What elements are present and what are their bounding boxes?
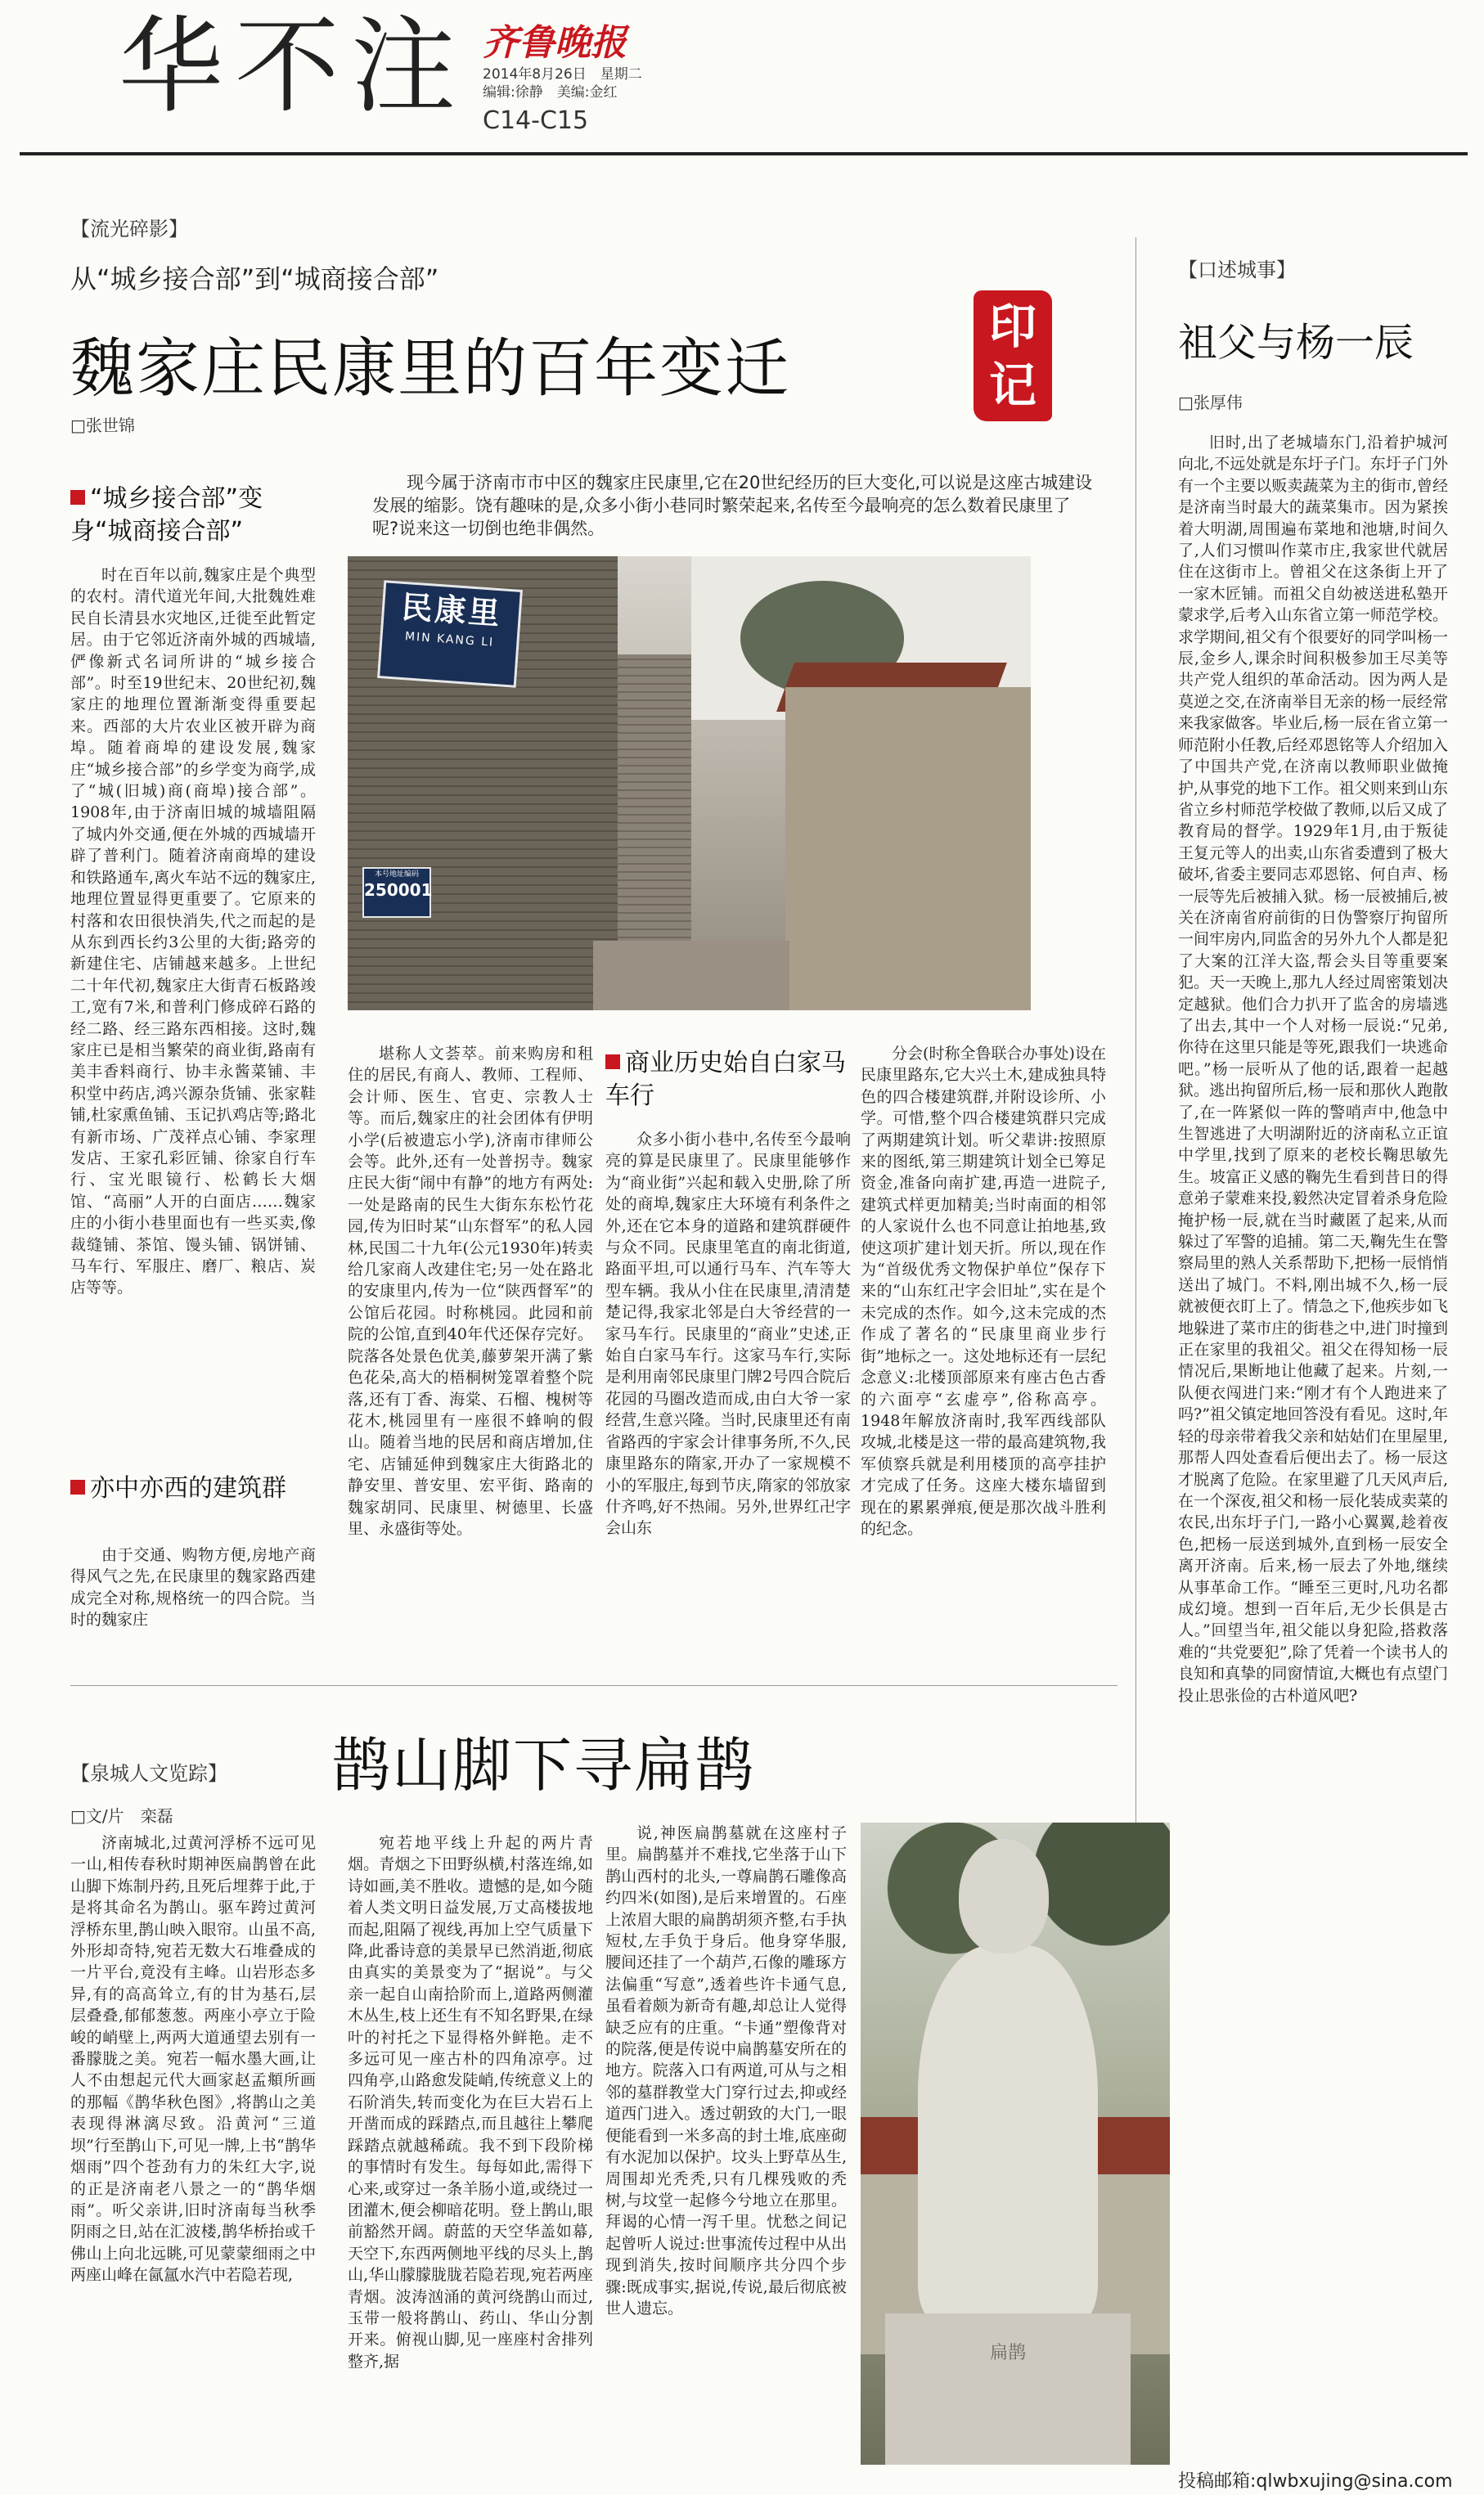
byline: □文/片 栾磊 xyxy=(70,1806,173,1826)
issue-date: 2014年8月26日 星期二 xyxy=(483,66,642,83)
column-tag: 【泉城人文览踪】 xyxy=(70,1762,227,1785)
statue-body xyxy=(918,1945,1098,2322)
section-divider xyxy=(70,1685,1117,1686)
house-number-plate xyxy=(362,867,431,918)
newspaper-logo: 齐鲁晚报 xyxy=(483,22,627,64)
article-body: 旧时,出了老城墙东门,沿着护城河向北,不远处就是东圩子门。东圩子门外有一个主要以贩卖蔬菜为主的街市,曾经是济南当时最大的蔬菜集市。因为紧挨着大明湖,周围遍布菜地和池塘,时间久了,人们习惯叫作菜市庄,我家世代就居住在这街市上。曾祖父在这条街上开了一家木匠铺。而祖父自幼被送进私塾开蒙求学,后考入山东省立第一师范学校。求学期间,祖父有个很要好的同学叫杨一辰,金乡人,课余时间积极参加王尽美等共产党人组织的革命活动。因为两人是莫逆之交,在济南举目无亲的杨一辰经常来我家做客。毕业后,杨一辰在省立第一师范附小任教,后经邓恩铭等人介绍加入了中国共产党,在济南以教师职业做掩护,从事党的地下工作。祖父则来到山东省立乡村师范学校做了教师,以后又成了教育局的督学。1929年1月,由于叛徒王复元等人的出卖,山东省委遭到了极大破坏,省委主要同志邓恩铭、何自声、杨一辰等先后被捕入狱。杨一辰被捕后,被关在济南省府前街的日伪警察厅拘留所一间牢房内,同监舍的另外九个人都是犯了大案的江洋大盗,帮会头目等重要案犯。天一天晚上,那九人经过周密策划决定越狱。他们合力扒开了监舍的房墙逃了出去,其中一个人对杨一辰说:“兄弟,你待在这里只能是等死,跟我们一块逃命吧。”杨一辰听从了他的话,跟着一起越狱。逃出拘留所后,杨一辰和那伙人跑散了,在一阵紧似一阵的警哨声中,他急中生智逃进了大明湖附近的济南私立正谊中学里,找到了原来的老校长鞠思敏先生。坡富正义感的鞠先生看到昔日的得意弟子蒙难来投,毅然决定冒着杀身危险掩护杨一辰,就在当时藏匿了起来,从而躲过了军警的追捕。第二天,鞠先生在警察局里的熟人关系帮助下,把杨一辰悄悄送出了城门。不料,刚出城不久,杨一辰就被便衣盯上了。情急之下,他疾步如飞地躲进了菜市庄的街巷之中,进门时撞到正在家里的我祖父。祖父在得知杨一辰情况后,果断地让他藏了起来。片刻,一队便衣闯进门来:“刚才有个人跑进来了吗?”祖父镇定地回答没有看见。这时,年轻的母亲带着我父亲和姑姑们在里屋里,那帮人四处查看后便出去了。杨一辰这才脱离了危险。在家里避了几天风声后,在一个深夜,祖父和杨一辰化装成卖菜的农民,出东圩子门,一路小心翼翼,趁着夜色,把杨一辰送到城外,直到杨一辰安全离开济南。后来,杨一辰去了外地,继续从事革命工作。“睡至三更时,凡功名都成幻境。想到一百年后,无少长俱是古人。”回望当年,祖父能以身犯险,搭救落难的“共党要犯”,除了凭着一个读书人的良知和真挚的同窗情谊,大概也有点望门投止思张俭的古朴道风吧? xyxy=(1178,434,1448,1705)
article-body: 分会(时称全鲁联合办事处)设在民康里路东,它大兴土木,建成独具特色的四合楼建筑群,并附设诊所、小学。可惜,整个四合楼建筑群只完成了两期建筑计划。听父辈讲:按照原来的图纸,第三期建筑计划全已筹足资金,准备向南扩建,再造一进院子,建筑式样更加精美;当时南面的相邻的人家说什么也不同意让拍地基,致使这项扩建计划天折。所以,现在作为“首级优秀文物保护单位”保存下来的“山东红卍字会旧址”,实在是个未完成的杰作。如今,这未完成的杰作成了著名的“民康里商业步行街”地标之一。这处地标还有一层纪念意义:北楼顶部原来有座古色古香的六面亭“玄虚亭”,俗称高亭。1948年解放济南时,我军西线部队攻城,北楼是这一带的最高建筑物,我军侦察兵就是利用楼顶的高亭挂护才完成了任务。这座大楼东墙留到现在的累累弹痕,便是那次战斗胜利的纪念。 xyxy=(861,1045,1106,1538)
house-plate-label: 本号地址编码 xyxy=(374,870,419,879)
seal-stamp: 印记 xyxy=(974,290,1052,421)
street-sign-pinyin: MIN KANG LI xyxy=(404,630,495,650)
article-body: 由于交通、购物方便,房地产商得风气之先,在民康里的魏家路西建成完全对称,规格统一的四合院。当时的魏家庄 xyxy=(70,1546,316,1630)
masthead-divider xyxy=(20,152,1468,155)
article-body: 堪称人文荟萃。前来购房和租住的居民,有商人、教师、工程师、会计师、医生、官吏、宗教人士等。而后,魏家庄的社会团体有伊明小学(后被遗忘小学),济南市律师公会等。此外,还有一处普拐寺。魏家庄民大街“闹中有静”的地方有两处:一处是路南的民生大街东东松竹花园,传为旧时某“山东督军”的私人园林,民国二十九年(公元1930年)转卖给几家商人改建住宅;另一处在路北的安康里内,传为一位“陕西督军”的公馆后花园。时称桃园。此园和前院的公馆,直到40年代还保存完好。院落各处景色优美,藤萝架开满了紫色花朵,高大的梧桐树笼罩着整个院落,还有丁香、海棠、石榴、槐树等花木,桃园里有一座很不蜂响的假山。随着当地的民居和商店增加,住宅、店铺延伸到魏家庄大街路北的静安里、普安里、宏平街、路南的魏家胡同、民康里、树德里、长盛里、永盛街等处。 xyxy=(348,1045,593,1538)
alley-photo xyxy=(348,556,1031,1010)
byline: □张世锦 xyxy=(70,416,135,435)
issue-info xyxy=(483,65,642,101)
article-kicker: 从“城乡接合部”到“城商接合部” xyxy=(70,263,439,294)
section-title: 华不注 xyxy=(119,6,468,128)
page-range: C14-C15 xyxy=(483,106,589,135)
street-sign xyxy=(377,580,523,688)
article-body: 宛若地平线上升起的两片青烟。青烟之下田野纵横,村落连绵,如诗如画,美不胜收。遗憾的是,如今随着人类文明日益发展,万丈高楼拔地而起,阻隔了视线,再加上空气质量下降,此番诗意的美景早已然消逝,彻底由真实的美景变为了“据说”。与父亲一起自山南拾阶而上,道路两侧灌木丛生,枝上还生有不知名野果,在绿叶的衬托之下显得格外鲜艳。走不多远可见一座古朴的四角凉亭。过四角亭,山路愈发陡峭,传统意义上的石阶消失,转而变化为在巨大岩石上开凿而成的踩踏点,而且越往上攀爬踩踏点就越稀疏。我不到下段阶梯的事情时有发生。每每如此,需得下心来,或穿过一条羊肠小道,或绕过一团灌木,便会柳暗花明。登上鹊山,眼前豁然开阔。蔚蓝的天空华盖如幕,天空下,东西两侧地平线的尽头上,鹊山,华山朦朦胧胧若隐若现,宛若两座青烟。波涛汹涌的黄河绕鹊山而过,玉带一般将鹊山、药山、华山分割开来。俯视山脚,见一座座村舍排列整齐,据 xyxy=(348,1834,593,2371)
submission-email: 投稿邮箱:qlwbxujing@sina.com xyxy=(1178,2471,1453,2492)
photo-building xyxy=(785,687,1031,1010)
photo-lane xyxy=(593,941,789,1010)
pedestal-inscription: 扁鹊 xyxy=(989,2343,1026,2363)
bianque-statue-photo xyxy=(861,1823,1170,2465)
subhead: 商业历史始自白家马车行 xyxy=(605,1049,846,1110)
subhead: “城乡接合部”变身“城商接合部” xyxy=(70,484,263,546)
column-tag: 【流光碎影】 xyxy=(70,218,188,241)
street-sign-name: 民康里 xyxy=(400,588,503,632)
subhead-marker xyxy=(70,1480,85,1495)
article-headline: 鹊山脚下寻扁鹊 xyxy=(331,1731,756,1800)
column-tag: 【口述城事】 xyxy=(1178,258,1296,281)
article-headline: 魏家庄民康里的百年变迁 xyxy=(70,332,791,406)
article-lede: 现今属于济南市市中区的魏家庄民康里,它在20世纪经历的巨大变化,可以说是这座古城建设发展的缩影。饶有趣味的是,众多小街小巷同时繁荣起来,名传至今最响亮的怎么数着民康里了呢?说来这一切倒也绝非偶然。 xyxy=(372,473,1093,538)
article-headline: 祖父与杨一辰 xyxy=(1178,320,1414,366)
subhead-marker xyxy=(605,1054,620,1069)
byline: □张厚伟 xyxy=(1178,393,1243,412)
editor-credits: 编辑:徐静 美编:金红 xyxy=(483,84,618,101)
article-body: 济南城北,过黄河浮桥不远可见一山,相传春秋时期神医扁鹊曾在此山脚下炼制丹药,且死后埋葬于此,于是将其命名为鹊山。驱车跨过黄河浮桥东里,鹊山映入眼帘。山虽不高,外形却奇特,宛若无数大石堆叠成的一片平台,竟没有主峰。山岩形态多异,有的高高耸立,有的甘为基石,层层叠叠,郁郁葱葱。两座小亭立于险峻的峭壁上,两两大道通望去别有一番朦胧之美。宛若一幅水墨大画,让人不由想起元代大画家赵孟頫所画的那幅《鹊华秋色图》,将鹊山之美表现得淋漓尽致。沿黄河“三道坝”行至鹊山下,可见一牌,上书“鹊华烟雨”四个苍劲有力的朱红大字,说的正是济南老八景之一的“鹊华烟雨”。听父亲讲,旧时济南每当秋季阴雨之日,站在汇波楼,鹊华桥抬或千佛山上向北远眺,可见蒙蒙细雨之中两座山峰在氤氲水汽中若隐若现, xyxy=(70,1834,316,2285)
article-body: 众多小街小巷中,名传至今最响亮的算是民康里了。民康里能够作为“商业街”兴起和载入史册,除了所处的商埠,魏家庄大环境有利条件之外,还在它本身的道路和建筑群硬件与众不同。民康里笔直的南北街道,路面平坦,可以通行马车、汽车等大型车辆。我从小住在民康里,清清楚楚记得,我家北邻是白大爷经营的一家马车行。民康里的“商业”史述,正始自白家马车行。这家马车行,实际是利用南邻民康里门牌2号四合院后花园的马圈改造而成,由白大爷一家经营,生意兴隆。当时,民康里还有南省路西的宇家会计律事务所,不久,民康里路东的隋家,开办了一家规模不小的军服庄,每到节庆,隋家的邻放家什齐鸣,好不热闹。另外,世界红卍字会山东 xyxy=(605,1131,851,1538)
article-body: 时在百年以前,魏家庄是个典型的农村。清代道光年间,大批魏姓难民自长清县水灾地区,迁徙至此暂定居。由于它邻近济南外城的西城墙,俨像新式名词所讲的“城乡接合部”。时至19世纪末、20世纪初,魏家庄的地理位置渐渐变得重要起来。西部的大片农业区被开辟为商埠。随着商埠的建设发展,魏家庄“城乡接合部”的乡学变为商学,成了“城(旧城)商(商埠)接合部”。1908年,由于济南旧城的城墙阻隔了城内外交通,便在外城的西城墙开辟了普利门。随着济南商埠的建设和铁路通车,离火车站不远的魏家庄,地理位置显得更重要了。它原来的村落和农田很快消失,代之而起的是从东到西长约3公里的大街;路旁的新建住宅、店铺越来越多。上世纪二十年代初,魏家庄大街青石板路竣工,宽有7米,和普利门修成碎石路的经二路、经三路东西相接。这时,魏家庄已是相当繁荣的商业街,路南有美丰香料商行、协丰永酱菜铺、丰积堂中药店,鸿兴源杂货铺、张家鞋铺,杜家熏鱼铺、玉记扒鸡店等;路北有新市场、广茂祥点心铺、李家理发店、王家孔彩匠铺、徐家自行车行、宝光眼镜行、松鹤长大烟馆、“高丽”人开的白面店……魏家庄的小街小巷里面也有一些买卖,像裁缝铺、茶馆、馒头铺、锅饼铺、马车行、军服庄、磨厂、粮店、炭店等等。 xyxy=(70,566,316,1297)
article-body: 说,神医扁鹊墓就在这座村子里。扁鹊墓并不难找,它坐落于山下鹊山西村的北头,一尊扁鹊石雕像高约四米(如图),是后来增置的。石座上浓眉大眼的扁鹊胡须齐整,右手执短杖,左手负于身后。他身穿华服,腰间还挂了一个葫芦,石像的雕琢方法偏重“写意”,透着些许卡通气息,虽看着颇为新奇有趣,却总让人觉得缺乏应有的庄重。“卡通”塑像背对的院落,便是传说中扁鹊墓安所在的地方。院落入口有两道,可从与之相邻的墓群教堂大门穿行过去,抑或经道西门进入。透过朝致的大门,一眼便能看到一米多高的封土堆,底座砌有水泥加以保护。坟头上野草丛生,周围却光秃秃,只有几棵残败的秃树,与坟堂一起修今兮地立在那里。拜谒的心情一泻千里。忧愁之间记起曾听人说过:世事流传过程中从出现到消失,按时间顺序共分四个步骤:既成事实,据说,传说,最后彻底被世人遗忘。 xyxy=(605,1824,847,2317)
statue-head xyxy=(959,1839,1049,1953)
subhead-marker xyxy=(70,490,85,505)
house-plate-number: 250001 xyxy=(364,880,433,900)
subhead: 亦中亦西的建筑群 xyxy=(70,1472,316,1505)
